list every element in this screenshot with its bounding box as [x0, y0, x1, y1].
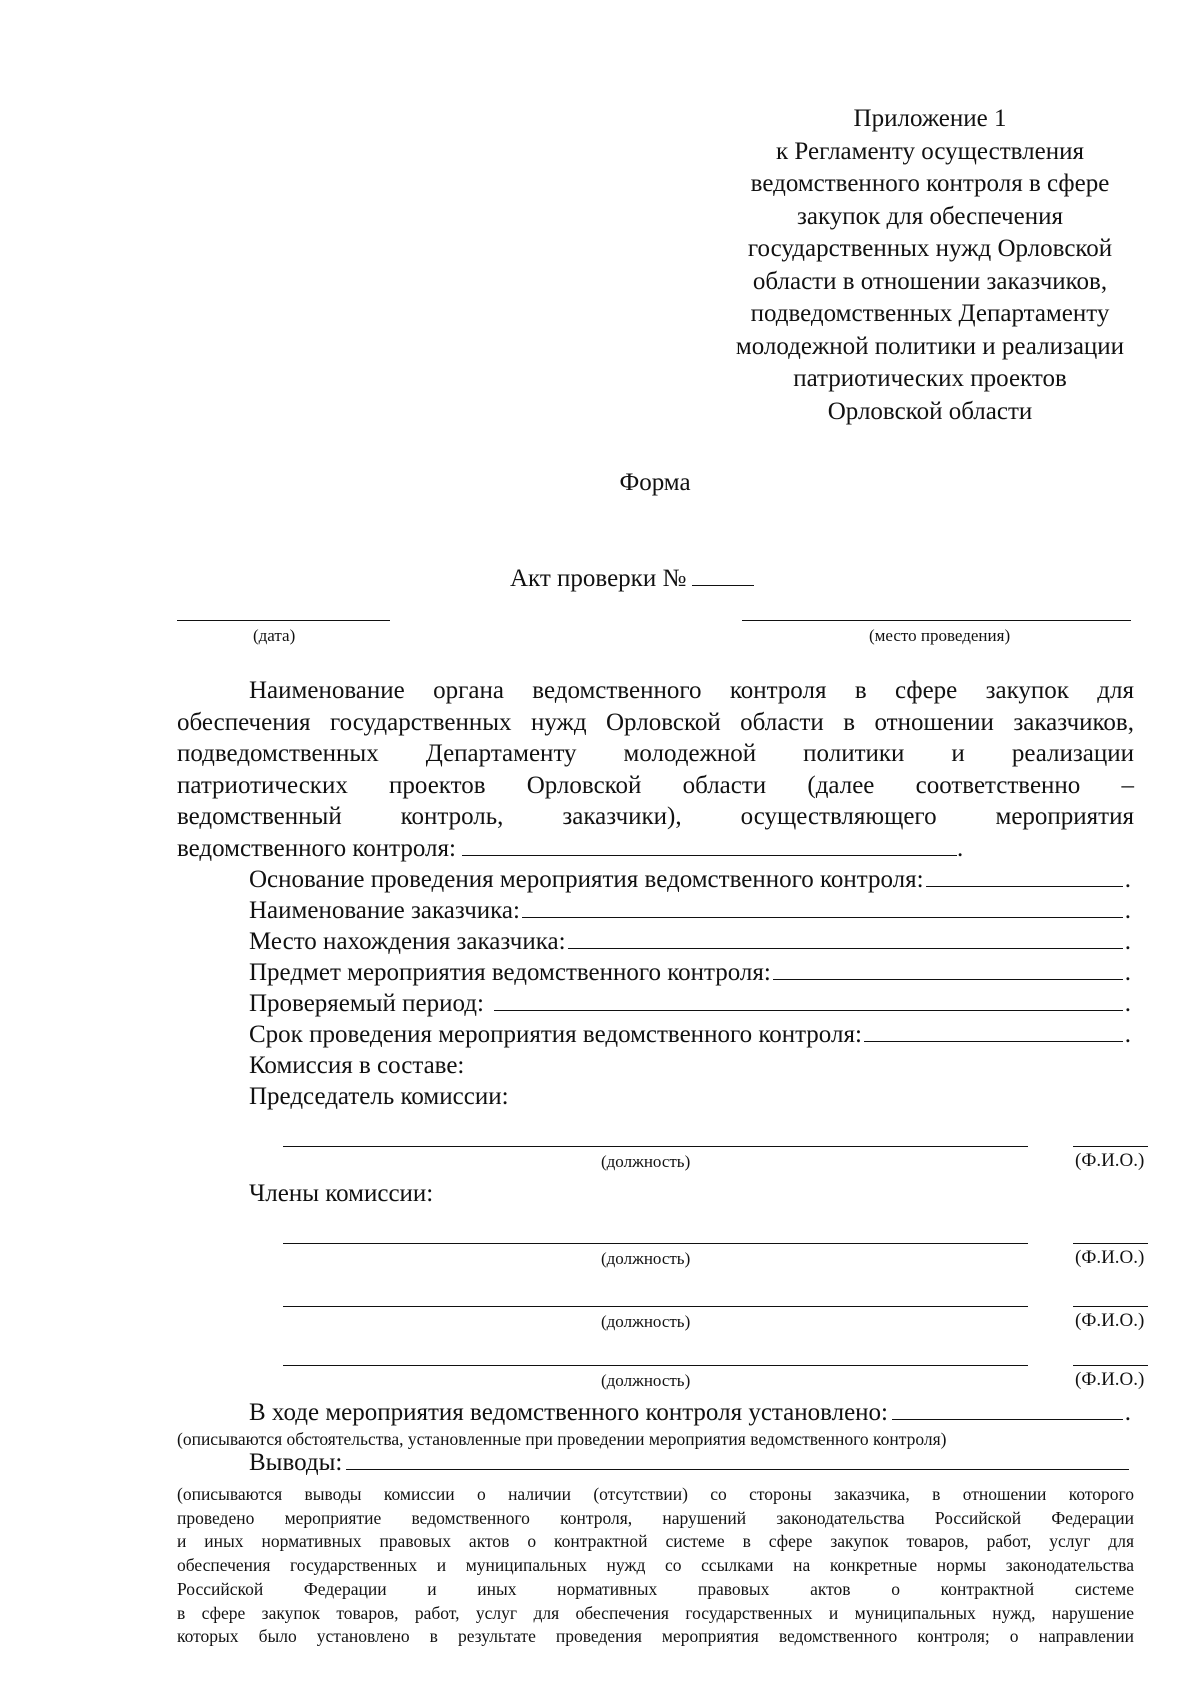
conclusions-note-line: в сфере закупок товаров, работ, услуг для обеспечения государственных и муниципальных нужд, нарушение	[177, 1602, 1134, 1623]
field-blank	[568, 928, 1123, 949]
appendix-line: Приложение 1	[853, 105, 1007, 132]
fio-blank-line	[1073, 1306, 1148, 1307]
member-signature-row	[283, 1243, 1149, 1283]
field-end: .	[1124, 928, 1131, 955]
appendix-line: области в отношении заказчиков,	[752, 267, 1108, 295]
position-blank-line	[283, 1306, 1028, 1307]
field-blank	[773, 959, 1123, 980]
appendix-line: ведомственного контроля в сфере	[750, 170, 1110, 197]
fio-blank-line	[1073, 1365, 1148, 1366]
established-note: (описываются обстоятельства, установленные при проведении мероприятия ведомственного контроля)	[177, 1429, 947, 1449]
intro-line: Наименование органа ведомственного контроля в сфере закупок для	[249, 677, 1134, 704]
position-caption: (должность)	[601, 1249, 691, 1268]
field-label: Проверяемый период:	[249, 990, 484, 1017]
member-signature-row	[283, 1306, 1149, 1346]
fio-blank-line	[1073, 1243, 1148, 1244]
conclusions-note	[177, 1483, 1134, 1649]
field-subject	[249, 959, 1131, 990]
conclusions-note-line: Российской Федерации и иных нормативных правовых актов о контрактной системе	[177, 1578, 1134, 1599]
field-label: Основание проведения мероприятия ведомственного контроля:	[249, 866, 924, 893]
fio-caption: (Ф.И.О.)	[1075, 1369, 1145, 1390]
control-body-blank	[462, 835, 957, 856]
field-blank	[926, 866, 1123, 887]
field-blank	[864, 1021, 1123, 1042]
appendix-line: Орловской области	[827, 397, 1033, 425]
act-number-blank	[692, 565, 754, 586]
fio-blank-line	[1073, 1146, 1148, 1147]
members-label: Члены комиссии:	[249, 1180, 434, 1207]
conclusions-note-line: (описываются выводы комиссии о наличии (отсутствии) со стороны заказчика, в отношении которого	[177, 1484, 1134, 1504]
field-end: .	[1124, 897, 1131, 924]
commission-label: Комиссия в составе:	[249, 1052, 465, 1079]
field-period	[249, 990, 1131, 1021]
conclusions-label: Выводы:	[249, 1449, 343, 1476]
field-end: .	[1124, 959, 1131, 986]
fio-caption: (Ф.И.О.)	[1075, 1150, 1145, 1171]
conclusions-row	[249, 1449, 1131, 1480]
conclusions-note-line: и иных нормативных правовых актов о контрактной системе в сфере закупок товаров, работ, услуг для	[177, 1531, 1134, 1552]
field-customer-location	[249, 928, 1131, 959]
field-end: .	[1124, 1399, 1131, 1426]
intro-line: обеспечения государственных нужд Орловской области в отношении заказчиков,	[177, 708, 1134, 736]
appendix-line: государственных нужд Орловской	[747, 235, 1113, 262]
position-caption: (должность)	[601, 1312, 691, 1331]
appendix-header	[660, 103, 1200, 428]
intro-end: .	[956, 834, 964, 862]
established-row	[249, 1399, 1131, 1430]
date-blank-line	[177, 620, 390, 621]
established-blank	[892, 1399, 1123, 1420]
act-title	[510, 565, 754, 593]
appendix-line: молодежной политики и реализации	[735, 332, 1125, 360]
field-blank	[494, 990, 1123, 1011]
position-blank-line	[283, 1365, 1028, 1366]
field-customer-name	[249, 897, 1131, 928]
field-label: Место нахождения заказчика:	[249, 928, 566, 955]
fio-caption: (Ф.И.О.)	[1075, 1310, 1145, 1331]
appendix-line: подведомственных Департаменту	[750, 300, 1110, 327]
fio-caption: (Ф.И.О.)	[1075, 1247, 1145, 1268]
position-caption: (должность)	[601, 1152, 691, 1171]
established-label: В ходе мероприятия ведомственного контроля установлено:	[249, 1399, 889, 1426]
chairman-label: Председатель комиссии:	[249, 1083, 509, 1110]
field-term	[249, 1021, 1131, 1052]
field-basis	[249, 866, 1131, 897]
conclusions-note-line: обеспечения государственных и муниципальных нужд со ссылками на конкретные нормы законодательства	[177, 1555, 1134, 1576]
field-label: Наименование заказчика:	[249, 897, 520, 924]
appendix-line: закупок для обеспечения	[797, 202, 1063, 230]
form-label: Форма	[619, 469, 691, 496]
field-label: Срок проведения мероприятия ведомственного контроля:	[249, 1021, 862, 1048]
field-label: Предмет мероприятия ведомственного контроля:	[249, 959, 771, 986]
field-blank	[522, 897, 1123, 918]
conclusions-blank	[346, 1449, 1129, 1470]
place-caption: (место проведения)	[869, 626, 1011, 645]
field-end: .	[1124, 866, 1131, 893]
position-blank-line	[283, 1243, 1028, 1244]
intro-line: ведомственного контроля:	[177, 834, 456, 862]
appendix-line: патриотических проектов	[793, 365, 1067, 392]
conclusions-note-line: которых было установлено в результате проведения мероприятия ведомственного контроля; о направлении	[177, 1626, 1134, 1647]
intro-paragraph	[177, 675, 1134, 864]
field-end: .	[1124, 990, 1131, 1017]
field-end: .	[1124, 1021, 1131, 1048]
intro-line: патриотических проектов Орловской области (далее соответственно –	[177, 771, 1134, 799]
intro-line: подведомственных Департаменту молодежной политики и реализации	[177, 740, 1134, 767]
conclusions-note-line: проведено мероприятие ведомственного контроля, нарушений законодательства Российской Федерации	[177, 1507, 1134, 1528]
position-blank-line	[283, 1146, 1028, 1147]
intro-line: ведомственный контроль, заказчики), осуществляющего мероприятия	[177, 803, 1134, 830]
position-caption: (должность)	[601, 1371, 691, 1390]
appendix-line: к Регламенту осуществления	[776, 137, 1084, 165]
act-title-text: Акт проверки №	[510, 565, 687, 592]
place-blank-line	[742, 620, 1131, 621]
date-caption: (дата)	[253, 626, 296, 645]
intro-last-line	[177, 833, 1134, 865]
